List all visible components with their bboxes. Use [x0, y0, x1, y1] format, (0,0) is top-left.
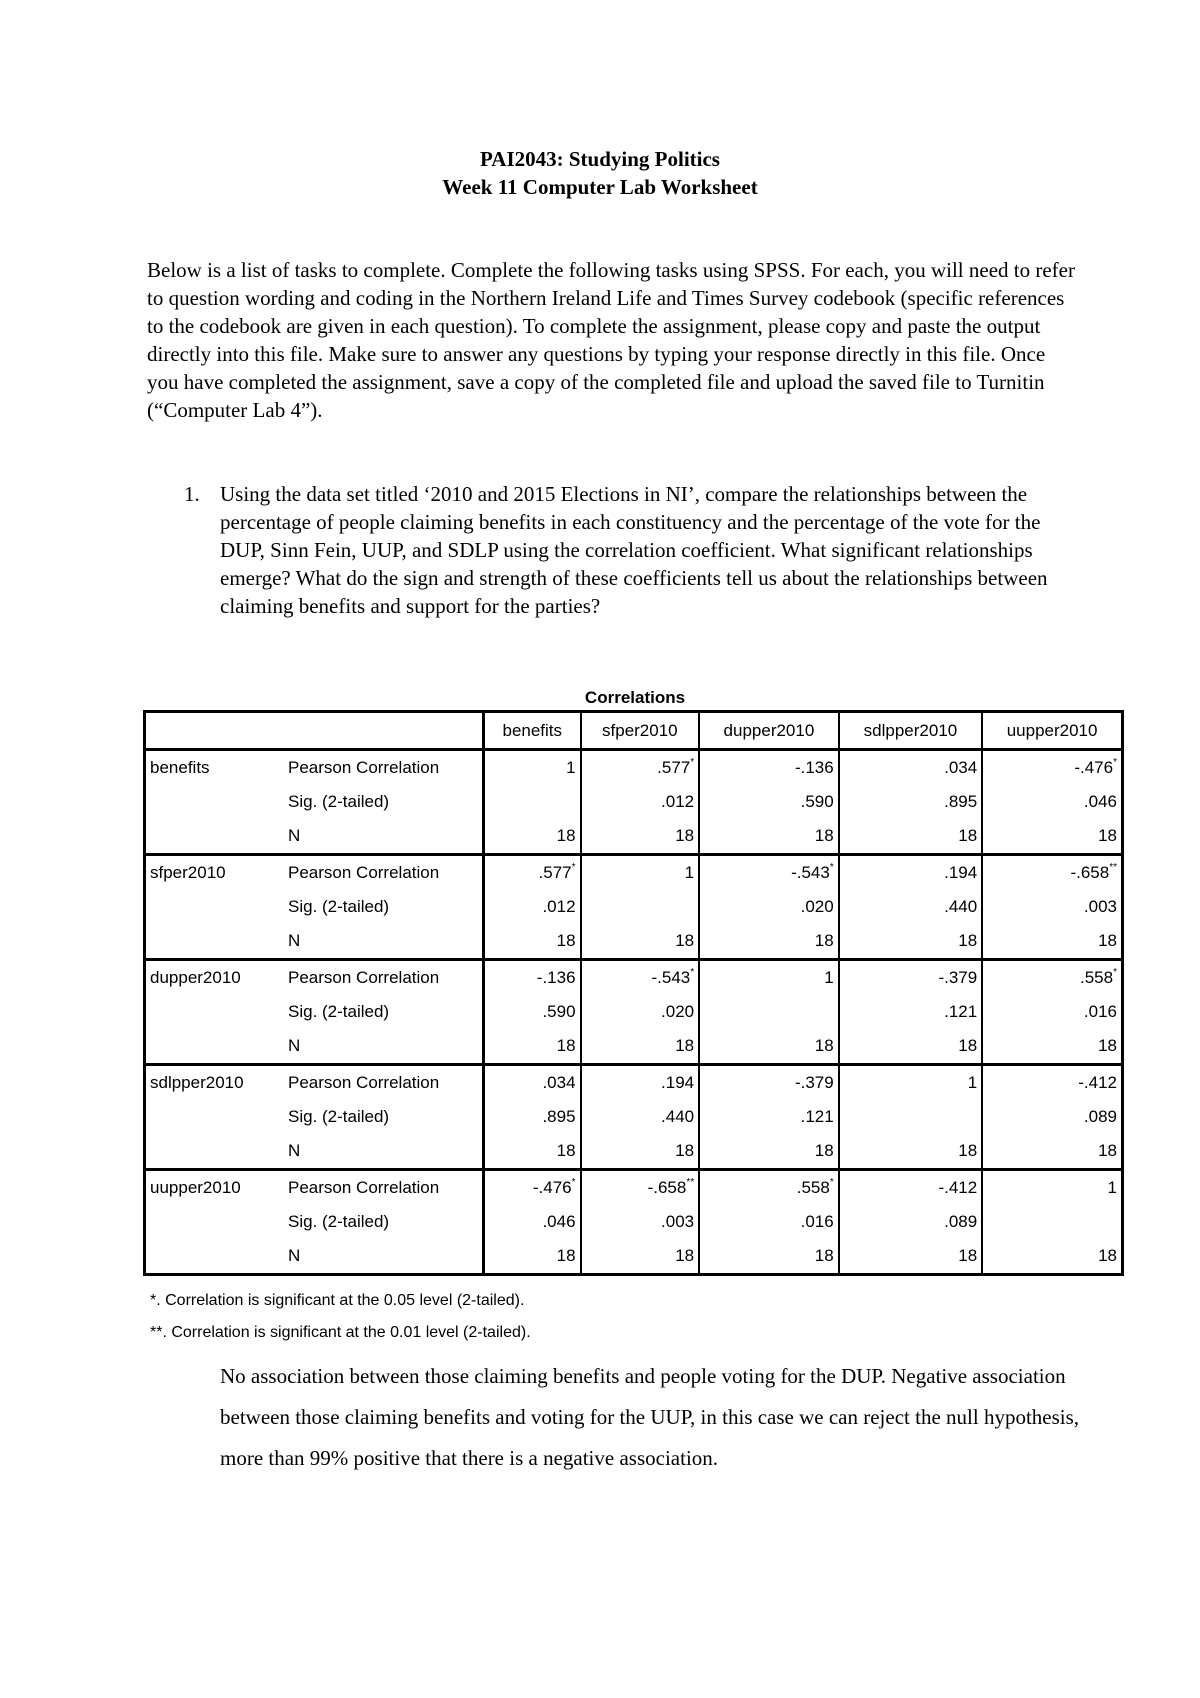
cell-value: 1 — [967, 1073, 978, 1092]
table-row — [145, 1239, 1123, 1275]
table-cell — [699, 1239, 839, 1275]
significance-marker: * — [690, 757, 695, 768]
row-statistic: N — [284, 1134, 484, 1170]
table-cell — [484, 1134, 581, 1170]
cell-value: 18 — [958, 1246, 978, 1265]
row-statistic: Sig. (2-tailed) — [284, 890, 484, 924]
cell-value: .194 — [661, 1073, 695, 1092]
table-cell — [581, 1134, 700, 1170]
table-cell — [581, 1100, 700, 1134]
row-variable — [145, 785, 285, 819]
table-cell — [484, 750, 581, 786]
table-cell — [484, 924, 581, 960]
significance-marker: * — [571, 862, 576, 873]
question-text: Using the data set titled ‘2010 and 2015 Elections in NI’, compare the relationships between the percentage of people claiming benefits in each constituency and the percentage of the vote for the DUP, Sinn Fein, UUP, and SDLP using the correlation coefficient. What significant relationships emerge? What do the sign and strength of these coefficients tell us about the relationships between claiming benefits and support for the parties? — [220, 482, 1048, 618]
table-cell — [581, 960, 700, 996]
table-cell — [982, 960, 1122, 996]
table-cell — [839, 1134, 982, 1170]
cell-value: .020 — [800, 897, 834, 916]
cell-value: 18 — [814, 826, 834, 845]
row-variable: dupper2010 — [145, 960, 285, 996]
table-cell — [699, 1170, 839, 1206]
table-cell — [699, 1065, 839, 1101]
cell-value: .577 — [538, 863, 572, 882]
table-cell — [839, 1205, 982, 1239]
column-header: sdlpper2010 — [839, 712, 982, 750]
significance-marker: ** — [1109, 862, 1117, 873]
row-statistic: Pearson Correlation — [284, 750, 484, 786]
cell-value: 18 — [958, 1141, 978, 1160]
table-cell — [982, 785, 1122, 819]
table-cell — [982, 890, 1122, 924]
cell-value: 18 — [814, 1246, 834, 1265]
worksheet-title: Week 11 Computer Lab Worksheet — [442, 175, 758, 199]
table-cell — [982, 1170, 1122, 1206]
cell-value: .003 — [1083, 897, 1117, 916]
cell-value: .121 — [944, 1002, 978, 1021]
cell-value: 18 — [814, 1141, 834, 1160]
cell-value: 18 — [1098, 1141, 1117, 1160]
cell-value: .034 — [542, 1073, 576, 1092]
cell-value: -.379 — [794, 1073, 834, 1092]
table-cell — [484, 1065, 581, 1101]
cell-value: .012 — [661, 792, 695, 811]
table-cell — [982, 995, 1122, 1029]
table-cell — [484, 960, 581, 996]
table-cell — [699, 995, 839, 1029]
row-statistic: Sig. (2-tailed) — [284, 1205, 484, 1239]
cell-value: 18 — [675, 931, 695, 950]
cell-value: 18 — [556, 1036, 576, 1055]
table-row — [145, 960, 1123, 996]
cell-value: -.658 — [647, 1178, 687, 1197]
table-cell — [839, 1065, 982, 1101]
table-cell — [581, 819, 700, 855]
cell-value: 18 — [1098, 826, 1117, 845]
cell-value: -.136 — [794, 758, 834, 777]
cell-value: 1 — [824, 968, 834, 987]
table-cell — [581, 785, 700, 819]
row-variable — [145, 1239, 285, 1275]
cell-value: .012 — [542, 897, 576, 916]
table-cell — [839, 1239, 982, 1275]
table-row — [145, 855, 1123, 891]
table-header-row — [145, 712, 1123, 750]
table-cell — [699, 924, 839, 960]
significance-marker: * — [1113, 757, 1117, 768]
row-variable — [145, 1029, 285, 1065]
cell-value: .046 — [1083, 792, 1117, 811]
table-cell — [581, 855, 700, 891]
table-cell — [839, 960, 982, 996]
table-cell — [699, 819, 839, 855]
cell-value: 18 — [675, 1246, 695, 1265]
table-cell — [699, 890, 839, 924]
column-header: sfper2010 — [581, 712, 700, 750]
row-variable: sfper2010 — [145, 855, 285, 891]
table-cell — [581, 1065, 700, 1101]
cell-value: -.412 — [1078, 1073, 1117, 1092]
cell-value: .558 — [796, 1178, 830, 1197]
table-cell — [484, 1205, 581, 1239]
table-row — [145, 890, 1123, 924]
row-statistic: Pearson Correlation — [284, 855, 484, 891]
cell-value: -.412 — [938, 1178, 978, 1197]
table-cell — [839, 890, 982, 924]
table-cell — [982, 1029, 1122, 1065]
cell-value: 1 — [684, 863, 695, 882]
table-cell — [699, 1100, 839, 1134]
cell-value: -.658 — [1070, 863, 1110, 882]
question-number: 1. — [184, 482, 200, 506]
table-cell — [699, 785, 839, 819]
significance-marker: * — [829, 862, 834, 873]
footnote-001: **. Correlation is significant at the 0.01 level (2-tailed). — [150, 1324, 531, 1341]
cell-value: .089 — [944, 1212, 978, 1231]
significance-marker: * — [829, 1177, 834, 1188]
table-cell — [484, 855, 581, 891]
table-cell — [839, 924, 982, 960]
cell-value: 18 — [1098, 1246, 1117, 1265]
row-statistic: Pearson Correlation — [284, 1170, 484, 1206]
table-cell — [699, 960, 839, 996]
table-cell — [581, 1239, 700, 1275]
table-cell — [484, 1239, 581, 1275]
cell-value: .895 — [944, 792, 978, 811]
table-cell — [484, 1100, 581, 1134]
cell-value: 18 — [675, 1141, 695, 1160]
table-row — [145, 1205, 1123, 1239]
intro-paragraph: Below is a list of tasks to complete. Complete the following tasks using SPSS. For each, you will need to refer to question wording and coding in the Northern Ireland Life and Times Survey codebook (specific references to the codebook are given in each question). To complete the assignment, please copy and paste the output directly into this file. Make sure to answer any questions by typing your response directly in this file. Once you have completed the assignment, save a copy of the completed file and upload the saved file to Turnitin (“Computer Lab 4”). — [147, 258, 1075, 422]
cell-value: 18 — [958, 826, 978, 845]
significance-marker: * — [571, 1177, 576, 1188]
table-cell — [982, 1205, 1122, 1239]
table-cell — [839, 785, 982, 819]
correlations-table — [143, 710, 1124, 1276]
table-cell — [982, 855, 1122, 891]
table-cell — [581, 1170, 700, 1206]
table-cell — [839, 1029, 982, 1065]
header-blank-cell — [145, 712, 484, 750]
cell-value: -.476 — [1074, 758, 1114, 777]
table-cell — [839, 995, 982, 1029]
table-cell — [699, 1134, 839, 1170]
table-cell — [982, 1100, 1122, 1134]
cell-value: 18 — [556, 1141, 576, 1160]
table-row — [145, 785, 1123, 819]
table-cell — [484, 1029, 581, 1065]
table-caption: Correlations — [584, 688, 686, 707]
table-row — [145, 1065, 1123, 1101]
table-cell — [839, 819, 982, 855]
cell-value: .194 — [944, 863, 978, 882]
table-cell — [839, 1170, 982, 1206]
answer-text: No association between those claiming benefits and people voting for the DUP. Negative association between those claiming benefits and voting for the UUP, in this case we can reject the null hypothesis, more than 99% positive that there is a negative association. — [220, 1364, 1080, 1470]
row-statistic: Sig. (2-tailed) — [284, 1100, 484, 1134]
cell-value: .590 — [800, 792, 834, 811]
table-cell — [484, 819, 581, 855]
table-cell — [982, 1239, 1122, 1275]
row-variable — [145, 1134, 285, 1170]
row-variable: uupper2010 — [145, 1170, 285, 1206]
cell-value: .440 — [661, 1107, 695, 1126]
row-variable — [145, 1205, 285, 1239]
table-row — [145, 1134, 1123, 1170]
cell-value: -.379 — [938, 968, 978, 987]
table-row — [145, 1100, 1123, 1134]
cell-value: 1 — [1107, 1178, 1117, 1197]
table-cell — [839, 855, 982, 891]
row-statistic: N — [284, 1029, 484, 1065]
cell-value: .089 — [1083, 1107, 1117, 1126]
table-cell — [982, 750, 1122, 786]
row-statistic: Pearson Correlation — [284, 960, 484, 996]
cell-value: .895 — [542, 1107, 576, 1126]
table-cell — [982, 1065, 1122, 1101]
table-cell — [581, 750, 700, 786]
table-cell — [699, 855, 839, 891]
row-variable — [145, 1100, 285, 1134]
row-statistic: Sig. (2-tailed) — [284, 785, 484, 819]
table-cell — [581, 1029, 700, 1065]
table-row — [145, 924, 1123, 960]
table-cell — [484, 890, 581, 924]
cell-value: 18 — [814, 931, 834, 950]
row-statistic: N — [284, 924, 484, 960]
table-cell — [484, 785, 581, 819]
row-variable — [145, 995, 285, 1029]
cell-value: 18 — [556, 931, 576, 950]
row-statistic: N — [284, 1239, 484, 1275]
table-row — [145, 995, 1123, 1029]
row-variable — [145, 924, 285, 960]
table-cell — [581, 924, 700, 960]
column-header: dupper2010 — [699, 712, 839, 750]
cell-value: -.136 — [536, 968, 576, 987]
cell-value: 18 — [1098, 1036, 1117, 1055]
cell-value: 18 — [675, 826, 695, 845]
significance-marker: ** — [686, 1177, 695, 1188]
row-statistic: Sig. (2-tailed) — [284, 995, 484, 1029]
cell-value: -.476 — [532, 1178, 572, 1197]
cell-value: .016 — [1083, 1002, 1117, 1021]
table-row — [145, 1170, 1123, 1206]
row-statistic: N — [284, 819, 484, 855]
cell-value: 18 — [556, 1246, 576, 1265]
cell-value: 18 — [958, 931, 978, 950]
row-statistic: Pearson Correlation — [284, 1065, 484, 1101]
course-title: PAI2043: Studying Politics — [480, 147, 720, 171]
table-cell — [484, 995, 581, 1029]
significance-marker: * — [1113, 967, 1117, 978]
cell-value: -.543 — [651, 968, 691, 987]
row-variable — [145, 890, 285, 924]
cell-value: .034 — [944, 758, 978, 777]
table-row — [145, 750, 1123, 786]
table-cell — [699, 750, 839, 786]
table-cell — [839, 1100, 982, 1134]
table-row — [145, 819, 1123, 855]
table-cell — [699, 1205, 839, 1239]
cell-value: .020 — [661, 1002, 695, 1021]
table-row — [145, 1029, 1123, 1065]
cell-value: 18 — [814, 1036, 834, 1055]
cell-value: .577 — [657, 758, 691, 777]
significance-marker: * — [690, 967, 695, 978]
cell-value: -.543 — [791, 863, 830, 882]
cell-value: .046 — [542, 1212, 576, 1231]
table-cell — [581, 1205, 700, 1239]
cell-value: .016 — [800, 1212, 834, 1231]
column-header: benefits — [484, 712, 581, 750]
column-header: uupper2010 — [982, 712, 1122, 750]
cell-value: 18 — [675, 1036, 695, 1055]
cell-value: 18 — [1098, 931, 1117, 950]
footnote-005: *. Correlation is significant at the 0.05 level (2-tailed). — [150, 1292, 525, 1309]
cell-value: 18 — [556, 826, 576, 845]
cell-value: .590 — [542, 1002, 576, 1021]
table-cell — [839, 750, 982, 786]
table-cell — [581, 995, 700, 1029]
table-cell — [581, 890, 700, 924]
row-variable — [145, 819, 285, 855]
table-cell — [982, 819, 1122, 855]
cell-value: .121 — [800, 1107, 834, 1126]
cell-value: .440 — [944, 897, 978, 916]
cell-value: 1 — [566, 758, 576, 777]
row-variable: sdlpper2010 — [145, 1065, 285, 1101]
table-cell — [699, 1029, 839, 1065]
table-cell — [484, 1170, 581, 1206]
cell-value: .558 — [1080, 968, 1114, 987]
row-variable: benefits — [145, 750, 285, 786]
table-cell — [982, 1134, 1122, 1170]
table-cell — [982, 924, 1122, 960]
cell-value: .003 — [661, 1212, 695, 1231]
cell-value: 18 — [958, 1036, 978, 1055]
